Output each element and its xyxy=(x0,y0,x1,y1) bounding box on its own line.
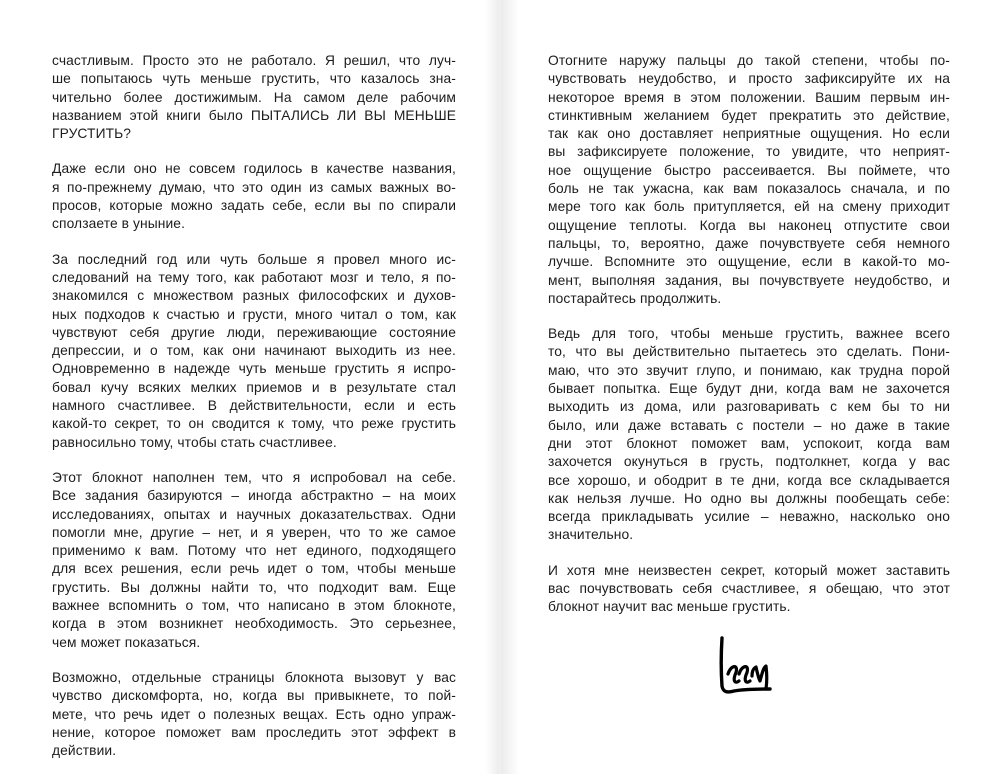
text-line: вас почувствовать себя счастливее, я обещаю, что этот xyxy=(548,581,950,597)
text-line: бывает попытка. Еще будут дни, когда вам не захочется xyxy=(548,381,950,397)
text-line: ных подходов к счастью и грусти, много читал о том, как xyxy=(52,306,456,322)
text-line: помогли мне, другие – нет, и я уверен, что то же самое xyxy=(52,524,456,540)
text-line: некоторое время в этом положении. Вашим первым ин- xyxy=(548,89,950,105)
text-line: применимо к вам. Потому что нет единого, подходящего xyxy=(52,543,456,559)
text-line: мент, выполняя задания, вы почувствуете неудобство, и xyxy=(548,272,950,288)
text-line: постарайтесь продолжить. xyxy=(548,290,722,306)
text-line: вы зафиксируете положение, то увидите, что неприят- xyxy=(548,144,950,160)
signature-icon xyxy=(714,634,778,698)
text-line: ощущение теплоты. Когда вы наконец отпустите свои xyxy=(548,217,950,233)
text-line: ГРУСТИТЬ? xyxy=(52,126,132,142)
text-line: бовал кучу всяких мелких приемов и в результате стал xyxy=(52,379,456,395)
text-line: маю, что это звучит глупо, и понимаю, как трудна порой xyxy=(548,362,950,378)
text-line: Ведь для того, чтобы меньше грустить, важнее всего xyxy=(548,326,950,342)
text-line: ное ощущение быстро рассеивается. Вы поймете, что xyxy=(548,162,950,178)
text-line: Возможно, отдельные страницы блокнота вызовут у вас xyxy=(52,669,456,685)
text-line: сползаете в уныние. xyxy=(52,216,186,232)
text-line: блокнот научит вас меньше грустить. xyxy=(548,599,791,615)
right-page xyxy=(501,0,1000,774)
text-line: чувствовать неудобство, и просто зафиксируйте их на xyxy=(548,71,950,87)
paragraph xyxy=(548,325,950,545)
text-line: нение, которое поможет вам проследить этот эффект в xyxy=(52,724,456,740)
text-line: действии. xyxy=(52,743,117,759)
paragraph xyxy=(52,669,456,760)
text-line: мере того как боль притупляется, ей на смену приходит xyxy=(548,199,950,215)
text-line: За последний год или чуть больше я провел много ис- xyxy=(52,251,456,267)
text-line: лучше. Вспомните это ощущение, если в какой-то мо- xyxy=(548,254,950,270)
text-line: так как оно доставляет неприятные ощущения. Но если xyxy=(548,126,950,142)
text-line: чем может показаться. xyxy=(52,634,201,650)
text-line: чувство дискомфорта, но, когда вы привыкнете, то пой- xyxy=(52,688,456,704)
left-page xyxy=(0,0,499,774)
text-line: значительно. xyxy=(548,527,634,543)
text-line: как нельзя лучше. Но одно вы должны пообещать себе: xyxy=(548,490,950,506)
text-line: всегда прикладывать усилие – неважно, насколько оно xyxy=(548,509,950,525)
text-line: И хотя мне неизвестен секрет, который может заставить xyxy=(548,562,950,578)
text-line: то, что вы действительно пытаетесь это сделать. Пони- xyxy=(548,344,950,360)
text-line: дни этот блокнот поможет вам, успокоит, когда вам xyxy=(548,435,950,451)
text-line: боль не так ужасна, как вам показалось сначала, и по xyxy=(548,181,950,197)
left-text-column xyxy=(52,52,456,774)
text-line: намного счастливее. В действительности, если и есть xyxy=(52,398,456,414)
text-line: депрессии, и о том, как они начинают выходить из нее. xyxy=(52,343,456,359)
text-line: исследованиях, опытах и научных доказательствах. Одни xyxy=(52,506,456,522)
text-line: названием этой книги было ПЫТАЛИСЬ ЛИ ВЫ МЕНЬШЕ xyxy=(52,107,456,123)
text-line: чительно более достижимым. На самом деле рабочим xyxy=(52,89,456,105)
text-line: когда в этом возникнет необходимость. Это серьезнее, xyxy=(52,616,456,632)
text-line: было, или даже вставать с постели – но даже в такие xyxy=(548,417,950,433)
text-line: мете, что речь идет о полезных вещах. Есть одно упраж- xyxy=(52,706,456,722)
paragraph xyxy=(52,160,456,233)
text-line: для всех решения, если речь идет о том, чтобы меньше xyxy=(52,561,456,577)
text-line: пальцы, то, вероятно, даже почувствуете себя немного xyxy=(548,235,950,251)
paragraph xyxy=(548,562,950,617)
text-line: просов, которые можно задать себе, если вы по спирали xyxy=(52,198,456,214)
text-line: Даже если оно не совсем годилось в качестве названия, xyxy=(52,161,456,177)
text-line: счастливым. Просто это не работало. Я решил, что луч- xyxy=(52,53,456,68)
text-line: следований на тему того, как работают мозг и тело, я по- xyxy=(52,269,456,285)
paragraph xyxy=(52,251,456,452)
text-line: я по-прежнему думаю, что это один из самых важных во- xyxy=(52,179,456,195)
text-line: какой-то секрет, то он сводится к тому, что реже грустить xyxy=(52,416,456,432)
text-line: равносильно тому, чтобы стать счастливее. xyxy=(52,434,337,450)
text-line: ше попытаюсь чуть меньше грустить, что казалось зна- xyxy=(52,71,456,87)
text-line: чувствуют себя другие люди, переживающие состояние xyxy=(52,324,456,340)
text-line: грустить. Вы должны найти то, что подходит вам. Еще xyxy=(52,579,456,595)
text-line: Отогните наружу пальцы до такой степени, чтобы по- xyxy=(548,53,950,68)
paragraph xyxy=(52,469,456,652)
text-line: Этот блокнот наполнен тем, что я испробовал на себе. xyxy=(52,469,456,485)
right-text-column xyxy=(548,52,950,634)
text-line: выходить из дома, или разговаривать с кем бы то ни xyxy=(548,399,950,415)
text-line: знакомился с множеством разных философских и духов- xyxy=(52,288,456,304)
text-line: важнее вспомнить о том, что написано в этом блокноте, xyxy=(52,598,456,614)
text-line: Одновременно в надежде чуть меньше грустить я испро- xyxy=(52,361,456,377)
paragraph xyxy=(52,52,456,143)
text-line: стинктивным желанием будет прекратить это действие, xyxy=(548,107,950,123)
text-line: захочется окунуться в грусть, подтолкнет, когда у вас xyxy=(548,454,950,470)
text-line: все хорошо, и ободрит в те дни, когда все складывается xyxy=(548,472,950,488)
text-line: Все задания базируются – иногда абстрактно – на моих xyxy=(52,488,456,504)
paragraph xyxy=(548,52,950,308)
